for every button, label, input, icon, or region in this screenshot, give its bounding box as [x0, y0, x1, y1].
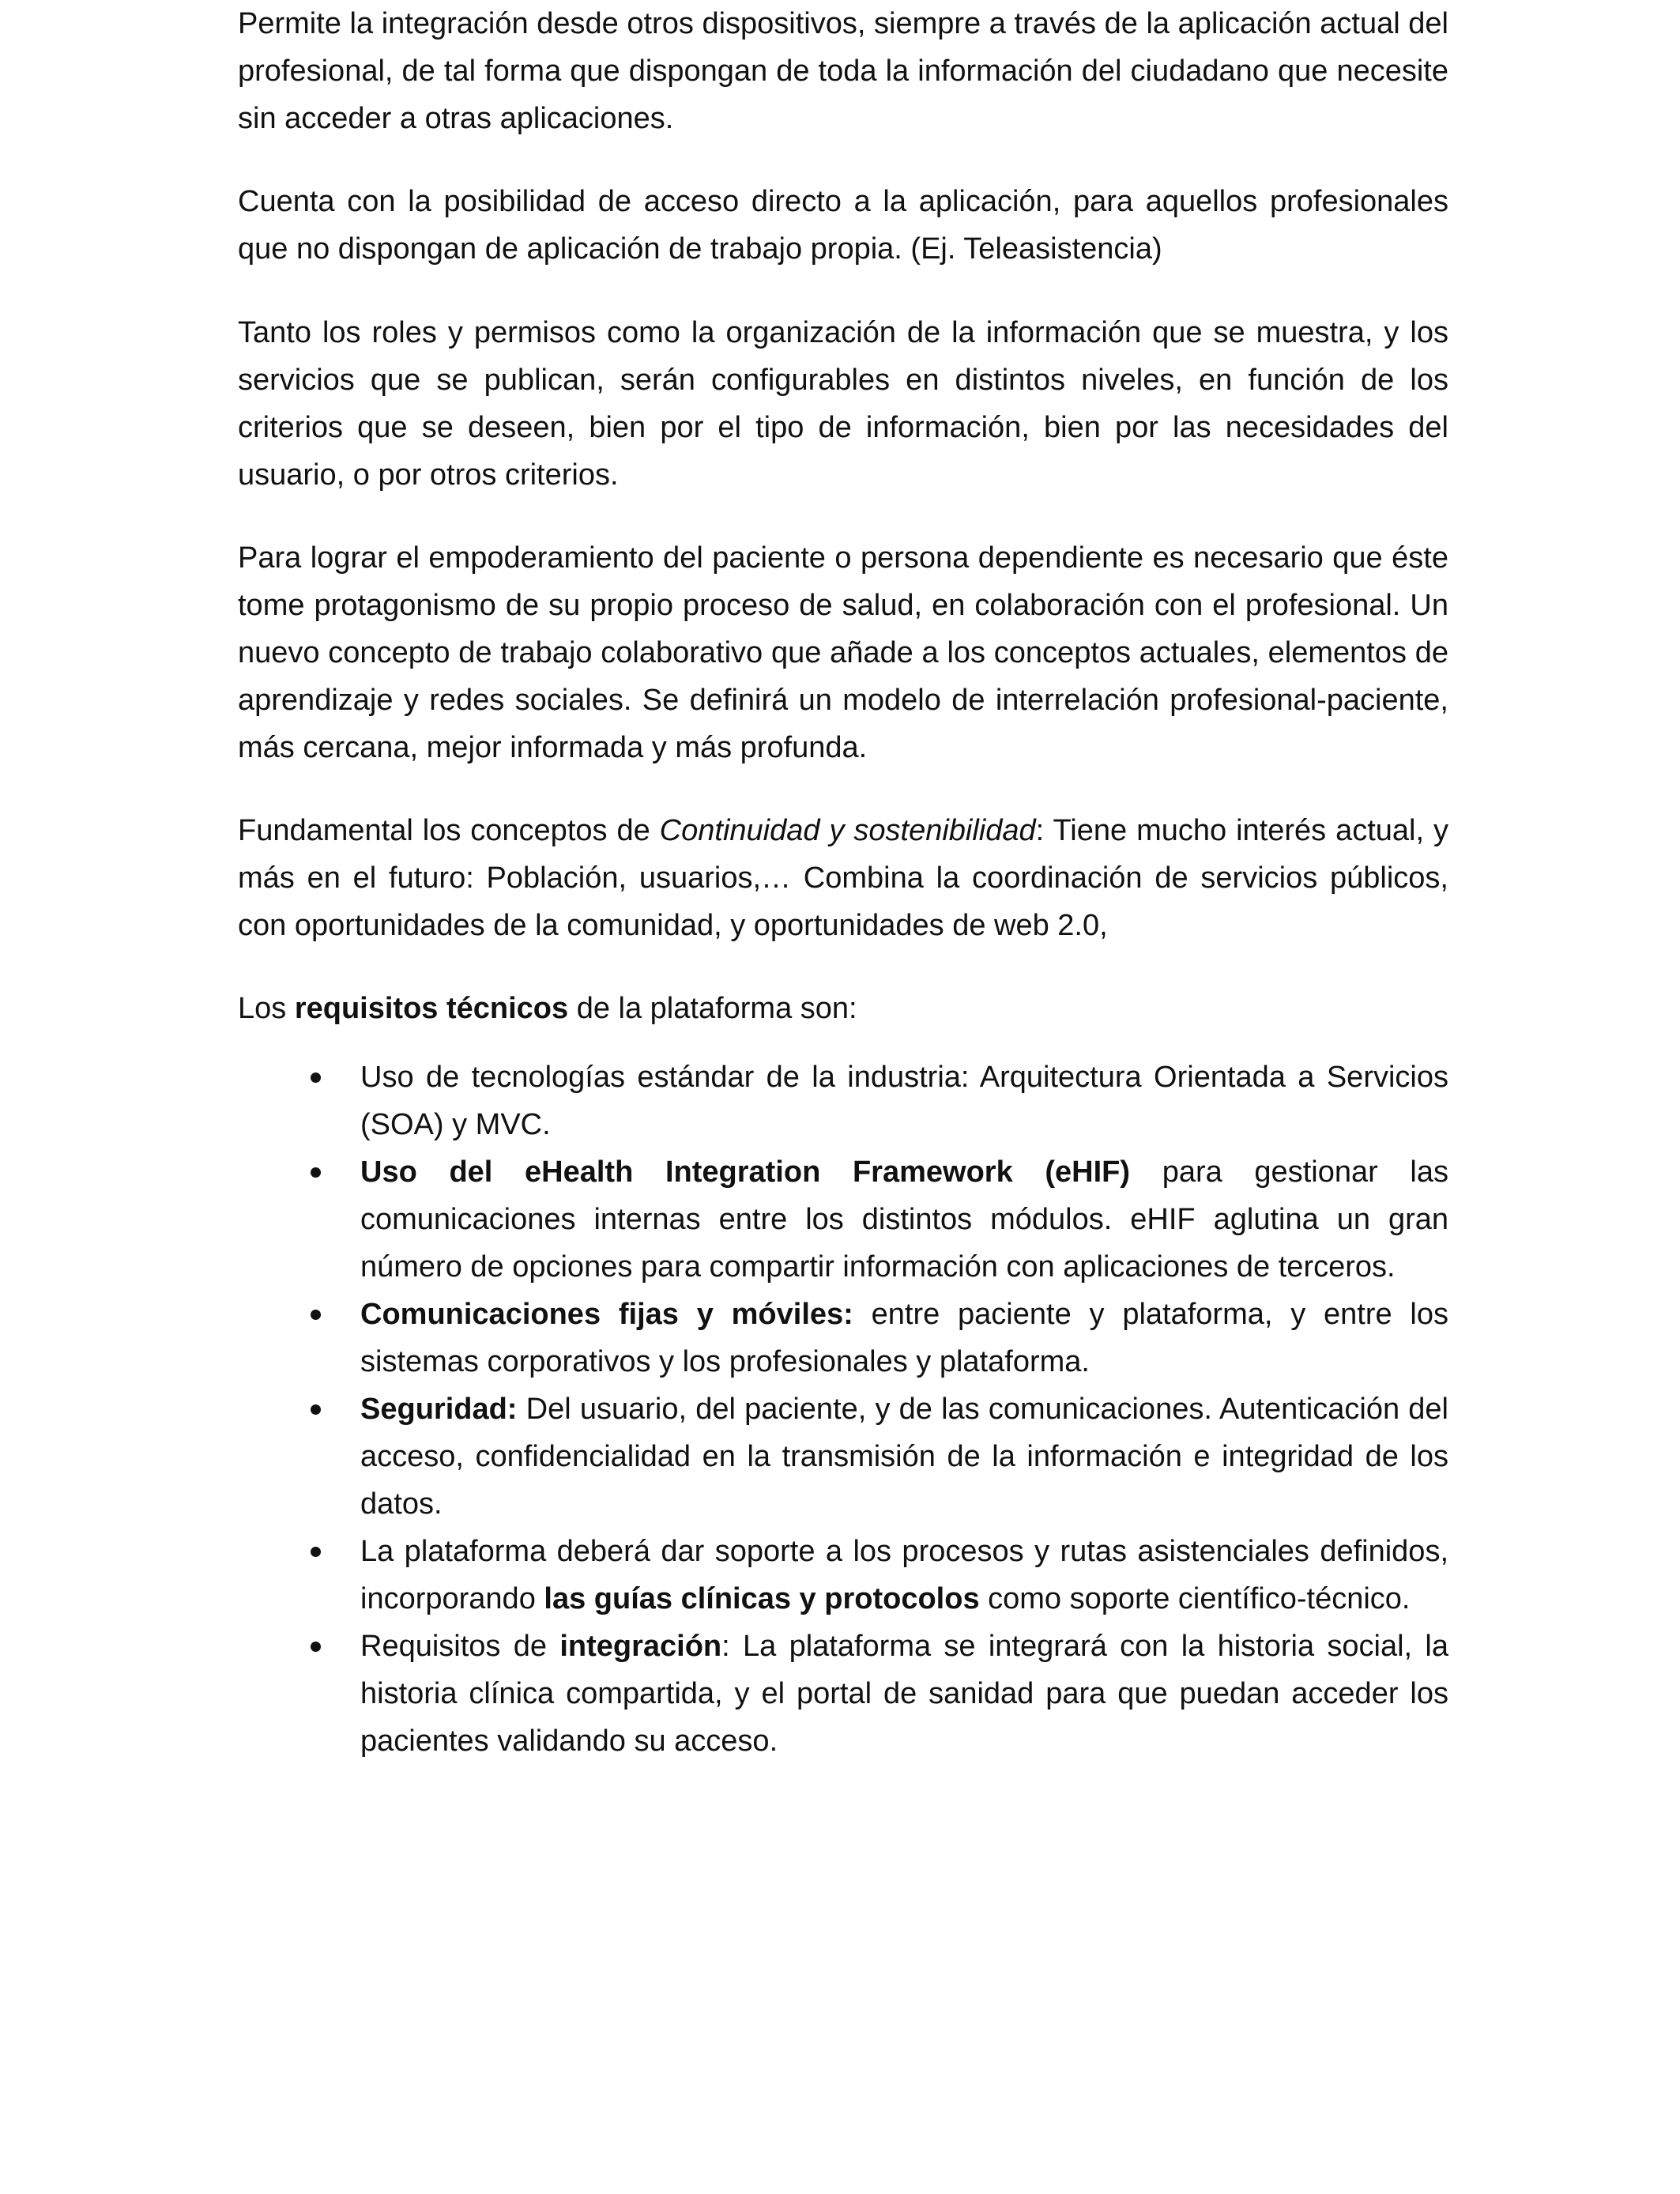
bullet-icon — [311, 1072, 321, 1083]
bullet-icon — [311, 1167, 321, 1178]
list-item-integracion — [238, 1623, 1448, 1765]
list-item-text: Uso de tecnologías estándar de la industria: Arquitectura Orientada a Servicios (SOA) y MVC. — [360, 1061, 1448, 1141]
emphasis-continuidad: Continuidad y sostenibilidad — [659, 814, 1036, 847]
list-item-ehif — [238, 1148, 1448, 1291]
paragraph-empoderamiento — [238, 534, 1448, 771]
list-item-text: Requisitos de — [360, 1630, 560, 1663]
list-item-bold-text: Uso del eHealth Integration Framework (eHIF) — [360, 1155, 1131, 1189]
paragraph-acceso-directo — [238, 178, 1448, 273]
bullet-icon — [311, 1642, 321, 1652]
paragraph-text: de la plataforma son: — [568, 992, 857, 1025]
paragraph-roles-permisos — [238, 309, 1448, 499]
paragraph-text: Fundamental los conceptos de — [238, 814, 660, 847]
list-item-text: : La plataforma se integrará con la historia social, la historia clínica compartida, y el portal de sanidad para que puedan acceder los pacientes validando su acceso. — [360, 1630, 1448, 1758]
list-item-comunicaciones — [238, 1291, 1448, 1385]
paragraph-text: Tanto los roles y permisos como la organización de la información que se muestra, y los servicios que se publican, serán configurables en distintos niveles, en función de los criterios que se deseen, bien por el tipo de información, bien por las necesidades del usuario, o por otros criterios. — [238, 316, 1448, 492]
list-item-procesos — [238, 1528, 1448, 1623]
paragraph-integracion — [238, 0, 1448, 142]
document-page — [238, 0, 1448, 2194]
requirements-list — [238, 1054, 1448, 1765]
paragraph-text: : Tiene mucho interés actual, y más en el futuro: Población, usuarios,… Combina la coordinación de servicios públicos, con oportunidades de la comunidad, y oportunidades de web 2.0, — [238, 814, 1448, 942]
list-item-tecnologias — [238, 1054, 1448, 1148]
emphasis-requisitos-tecnicos: requisitos técnicos — [294, 992, 569, 1025]
list-item-text: para gestionar las comunicaciones internas entre los distintos módulos. eHIF aglutina un gran número de opciones para compartir información con aplicaciones de terceros. — [360, 1155, 1448, 1284]
bullet-icon — [311, 1310, 321, 1320]
bullet-icon — [311, 1547, 321, 1557]
paragraph-text: Cuenta con la posibilidad de acceso directo a la aplicación, para aquellos profesionales que no dispongan de aplicación de trabajo propia. (Ej. Teleasistencia) — [238, 185, 1448, 266]
paragraph-text: Permite la integración desde otros dispositivos, siempre a través de la aplicación actual del profesional, de tal forma que dispongan de toda la información del ciudadano que necesite sin acceder a otras aplicaciones. — [238, 7, 1448, 135]
list-item-bold-text: Comunicaciones fijas y móviles: — [360, 1298, 853, 1331]
bullet-icon — [311, 1404, 321, 1415]
list-item-text: Del usuario, del paciente, y de las comunicaciones. Autenticación del acceso, confidencialidad en la transmisión de la información e integridad de los datos. — [360, 1393, 1448, 1521]
list-item-bold-text: Seguridad: — [360, 1393, 518, 1426]
paragraph-text: Los — [238, 992, 295, 1025]
paragraph-requisitos-intro — [238, 985, 1448, 1032]
list-item-seguridad — [238, 1385, 1448, 1528]
list-item-text: entre paciente y plataforma, y entre los sistemas corporativos y los profesionales y plataforma. — [360, 1298, 1449, 1378]
paragraph-text: Para lograr el empoderamiento del paciente o persona dependiente es necesario que éste tome protagonismo de su propio proceso de salud, en colaboración con el profesional. Un nuevo concepto de trabajo colaborativo que añade a los conceptos actuales, elementos de aprendizaje y redes sociales. Se definirá un modelo de interrelación profesional-paciente, más cercana, mejor informada y más profunda. — [238, 541, 1448, 764]
list-item-bold-text: las guías clínicas y protocolos — [544, 1582, 980, 1615]
list-item-bold-text: integración — [559, 1630, 722, 1663]
paragraph-continuidad — [238, 807, 1448, 949]
list-item-text: La plataforma deberá dar soporte a los procesos y rutas asistenciales definidos, incorporando — [360, 1535, 1448, 1615]
list-item-text: como soporte científico-técnico. — [979, 1582, 1411, 1615]
